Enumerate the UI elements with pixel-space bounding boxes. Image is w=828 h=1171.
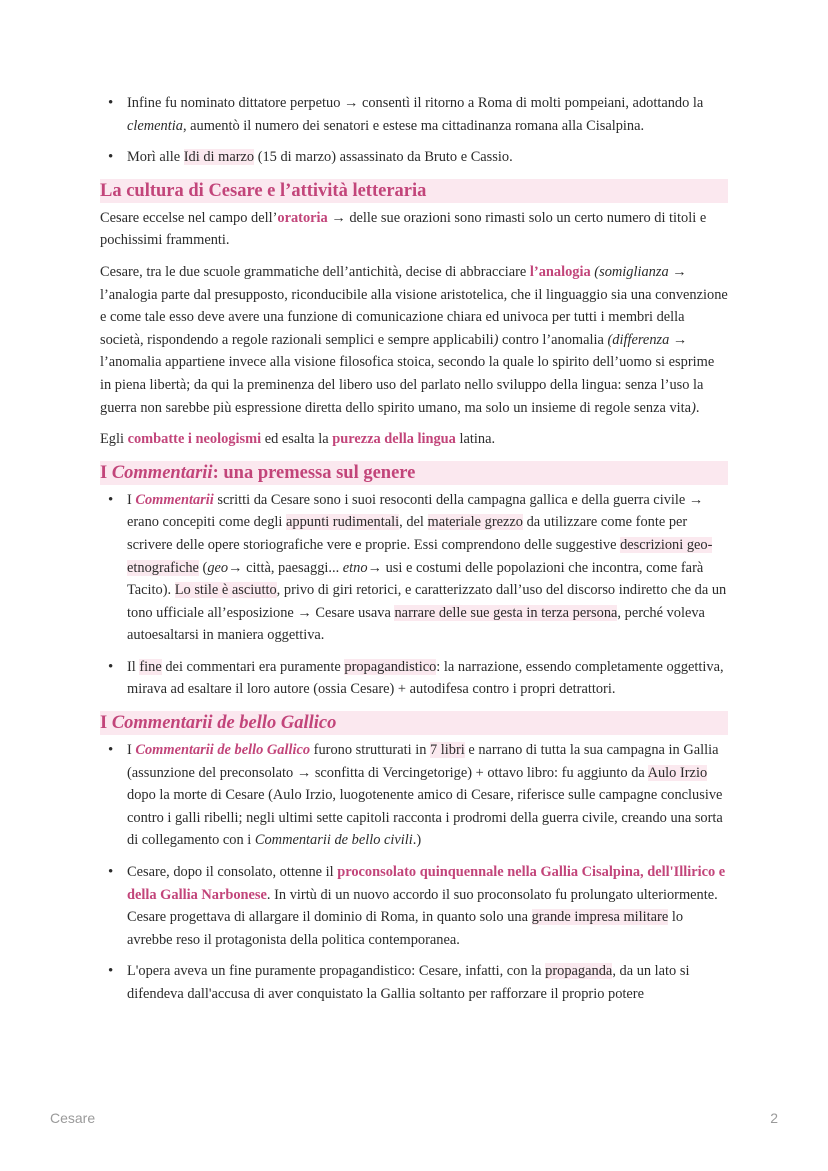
paragraph: Cesare, tra le due scuole grammatiche dell’antichità, decise di abbracciare l’analogia (somiglianza → l’analogia parte dal presupposto, riconducibile alla visione aristotelica, che il linguaggio sia una convenzione e come tale esso deve avere una funzione di comunicazione chiara ed univoca per tutti i membri della società, rispondendo a regole razionali semplici e sempre applicabili) contro l’anomalia (differenza → l’anomalia appartiene invece alla visione filosofica stoica, secondo la quale lo spirito dell’uomo si esprime in piena libertà; da qui la preminenza del libero uso del parlato nello sviluppo della lingua: senza l’uso la guerra non sarebbe più espressione diretta dello spirito umano, ma solo un insieme di regole senza vita). — [100, 263, 728, 416]
highlight: grande impresa militare — [531, 909, 669, 926]
section-heading-cultura: La cultura di Cesare e l’attività letteraria — [100, 179, 728, 203]
highlight: 7 libri — [429, 742, 465, 759]
list-item: • Infine fu nominato dittatore perpetuo → consentì il ritorno a Roma di molti pompeiani, adottando la clementia, aumentò il numero dei senatori e estese ma cittadinanza romana alla Cisalpina. — [100, 92, 728, 137]
footer-page-number: 2 — [770, 1110, 778, 1126]
paragraph: Egli combatte i neologismi ed esalta la purezza della lingua latina. — [100, 431, 496, 448]
emphasis: purezza della lingua — [332, 431, 456, 448]
emphasis: l’analogia — [529, 263, 591, 280]
highlight: appunti rudimentali — [286, 514, 400, 531]
list-item: • I Commentarii scritti da Cesare sono i suoi resoconti della campagna gallica e della guerra civile → erano concepiti come degli appunti rudimentali, del materiale grezzo da utilizzare come fonte per scrivere delle opere storiografiche vere e proprie. Essi comprendono delle suggestive descrizioni geo-etnografiche (geo→ città, paesaggi... etno→ usi e costumi delle popolazioni che incontra, come farà Tacito). Lo stile è asciutto, privo di giri retorici, e caratterizzato dall’uso del discorso indiretto che da un tono ufficiale all’esposizione → Cesare usava narrare delle sue gesta in terza persona, perché voleva autoesaltarsi in maniera oggettiva. — [100, 489, 728, 647]
highlight: fine — [139, 658, 162, 675]
highlight: Idi di marzo — [183, 149, 255, 166]
section-heading-premessa: I Commentarii: una premessa sul genere — [100, 461, 728, 485]
highlight: Aulo Irzio — [647, 764, 708, 781]
document-page — [100, 92, 728, 1015]
highlight: descrizioni geo-etnografiche — [127, 536, 713, 576]
emphasis: Commentarii — [135, 491, 214, 508]
bullet-list-premessa — [100, 489, 728, 701]
emphasis: combatte i neologismi — [127, 431, 262, 448]
highlight: materiale grezzo — [427, 514, 523, 531]
list-item: • I Commentarii de bello Gallico furono strutturati in 7 libri e narrano di tutta la sua campagna in Gallia (assunzione del preconsolato → sconfitta di Vercingetorige) + ottavo libro: fu aggiunto da Aulo Irzio dopo la morte di Cesare (Aulo Irzio, luogotenente amico di Cesare, riferisce sulle campagne conclusive contro i galli ribelli; negli ultimi sette capitoli racconta i prodromi della guerra civile, creando una sorta di collegamento con i Commentarii de bello civili.) — [100, 739, 728, 852]
highlight: Lo stile è asciutto — [174, 582, 277, 599]
list-item: • Cesare, dopo il consolato, ottenne il proconsolato quinquennale nella Gallia Cisalpina, dell'Illirico e della Gallia Narbonese. In virtù di un nuovo accordo il suo proconsolato fu prolungato ulteriormente. Cesare progettava di allargare il dominio di Roma, in quanto solo una grande impresa militare lo avrebbe reso il protagonista della politica contemporanea. — [100, 861, 728, 951]
bullet-list-intro — [100, 92, 728, 169]
highlight: propaganda — [545, 963, 613, 980]
emphasis: proconsolato quinquennale nella Gallia Cisalpina, dell'Illirico e della Gallia Narbonese — [127, 864, 726, 903]
list-item: • Il fine dei commentari era puramente propagandistico: la narrazione, essendo completamente oggettiva, mirava ad esaltare il loro autore (ossia Cesare) + autodifesa contro i propri detrattori. — [100, 656, 728, 701]
list-item: • L'opera aveva un fine puramente propagandistico: Cesare, infatti, con la propaganda, da un lato si difendeva dall'accusa di aver conquistato la Gallia soltanto per rafforzare il proprio potere — [100, 960, 728, 1005]
emphasis: Commentarii de bello Gallico — [135, 742, 311, 759]
emphasis: oratoria — [277, 209, 328, 226]
highlight: narrare delle sue gesta in terza persona — [394, 604, 618, 621]
bullet-list-bello-gallico — [100, 739, 728, 1006]
list-item: • Morì alle Idi di marzo (15 di marzo) assassinato da Bruto e Cassio. — [100, 146, 728, 169]
highlight: propagandistico — [344, 658, 437, 675]
paragraph: Cesare eccelse nel campo dell’oratoria → delle sue orazioni sono rimasti solo un certo numero di titoli e pochissimi frammenti. — [100, 209, 707, 249]
footer-document-title: Cesare — [50, 1110, 96, 1126]
section-heading-bello-gallico: I Commentarii de bello Gallico — [100, 711, 728, 735]
